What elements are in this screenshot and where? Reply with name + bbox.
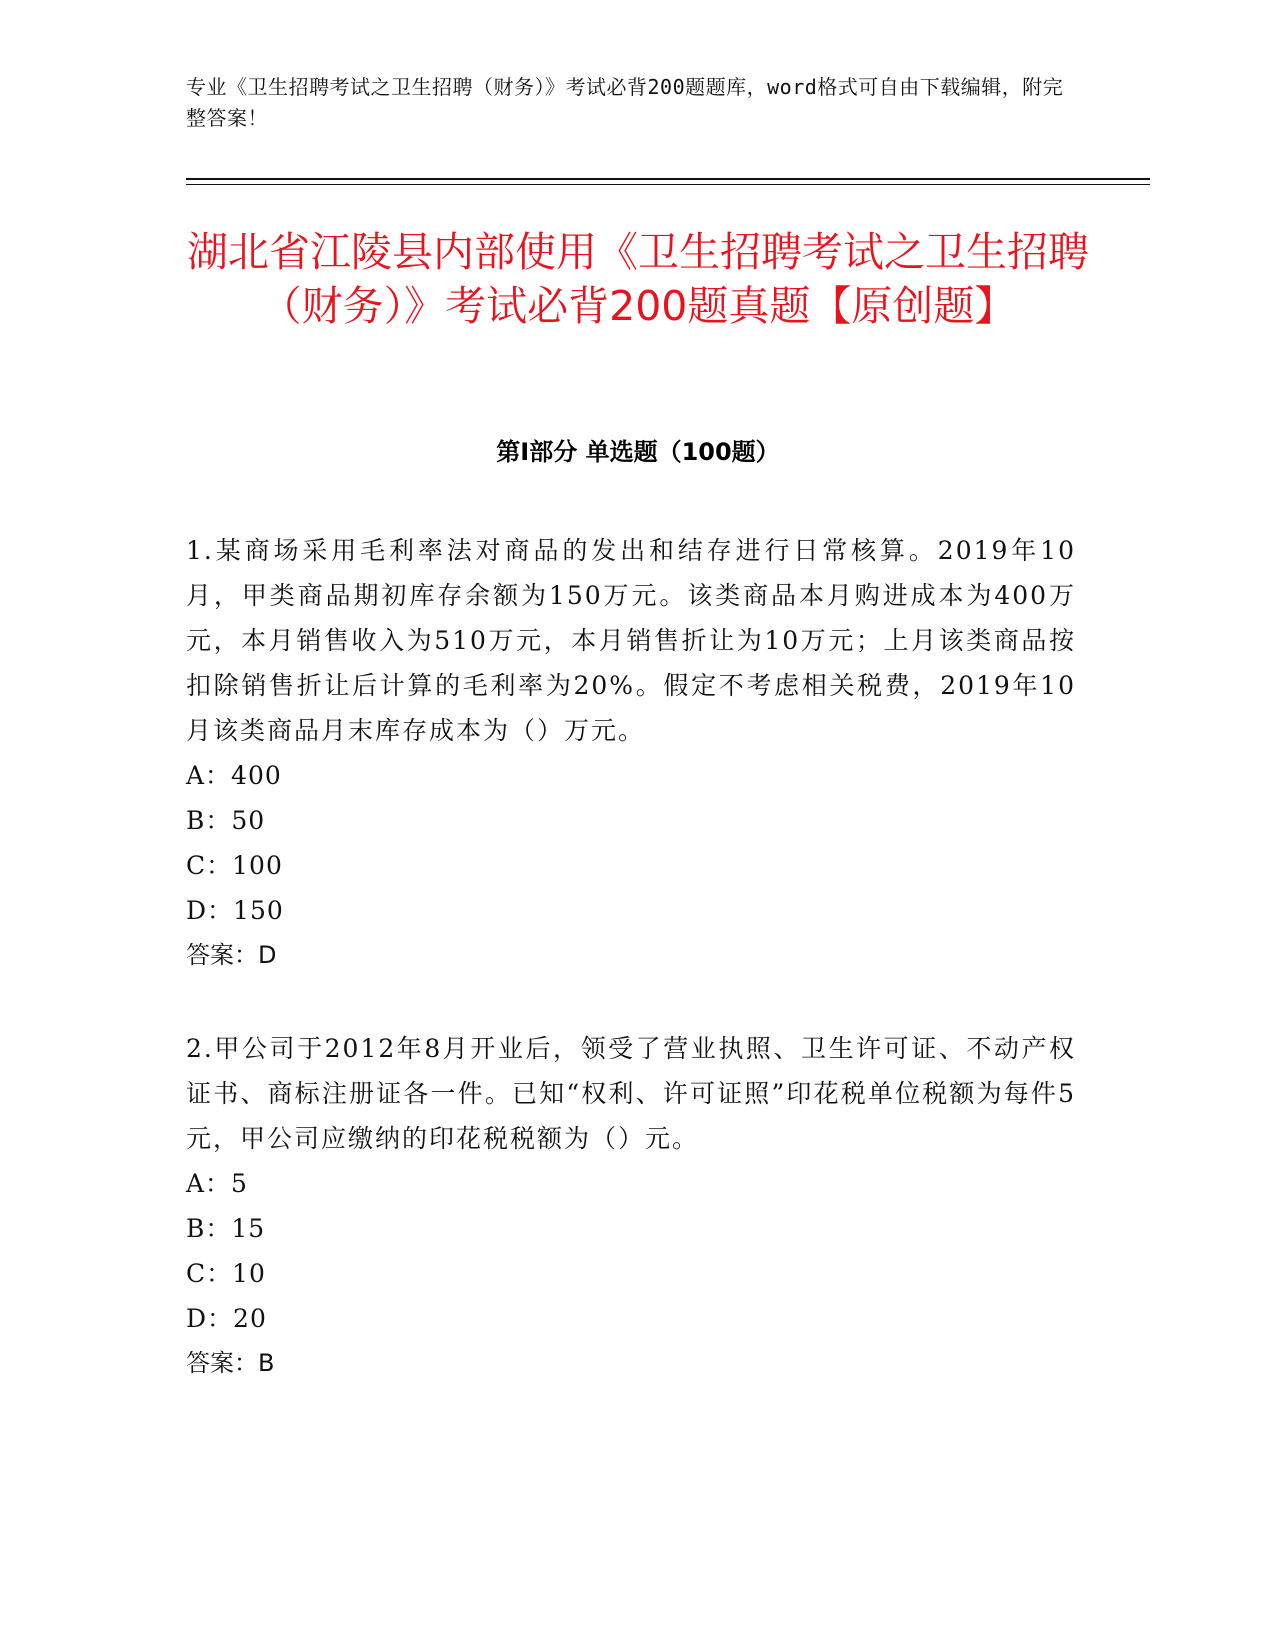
- option-a: A：5: [186, 1169, 248, 1198]
- section-title: 第Ⅰ部分 单选题（100题）: [496, 438, 780, 466]
- header-rule-thin: [186, 184, 1150, 185]
- question-1: [186, 528, 1076, 978]
- option-b: B：50: [186, 806, 266, 835]
- option-c: C：100: [186, 851, 283, 880]
- option-c: C：10: [186, 1259, 266, 1288]
- header-rule-thick: [186, 178, 1150, 180]
- document-title: 湖北省江陵县内部使用《卫生招聘考试之卫生招聘（财务）》考试必背200题真题【原创题】: [187, 228, 1089, 330]
- question-stem: 2.甲公司于2012年8月开业后，领受了营业执照、卫生许可证、不动产权证书、商标注册证各一件。已知“权利、许可证照”印花税单位税额为每件5元，甲公司应缴纳的印花税税额为（）元。: [186, 1034, 1076, 1153]
- option-d: D：150: [186, 896, 284, 925]
- header-note: 专业《卫生招聘考试之卫生招聘（财务）》考试必背200题题库，word格式可自由下载编辑，附完整答案！: [186, 75, 1064, 130]
- answer-line: 答案：D: [186, 941, 277, 969]
- option-d: D：20: [186, 1304, 267, 1333]
- question-2: [186, 1026, 1076, 1386]
- option-a: A：400: [186, 761, 282, 790]
- question-stem: 1.某商场采用毛利率法对商品的发出和结存进行日常核算。2019年10月，甲类商品期初库存余额为150万元。该类商品本月购进成本为400万元，本月销售收入为510万元，本月销售折让为10万元；上月该类商品按扣除销售折让后计算的毛利率为20%。假定不考虑相关税费，2019年10月该类商品月末库存成本为（）万元。: [186, 536, 1076, 745]
- answer-line: 答案：B: [186, 1349, 275, 1377]
- option-b: B：15: [186, 1214, 266, 1243]
